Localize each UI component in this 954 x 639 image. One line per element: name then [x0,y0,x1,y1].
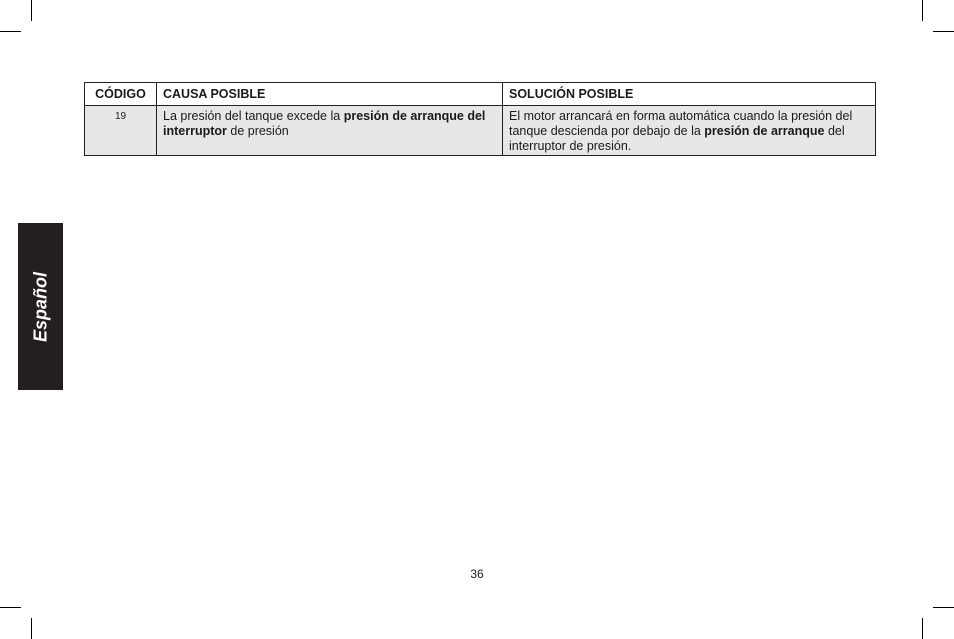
crop-mark [922,0,923,21]
crop-mark [31,0,32,21]
language-label: Español [30,271,50,342]
cause-text: La presión del tanque excede la [163,109,344,123]
solution-text-end: del interruptor de presión. [509,124,845,153]
crop-mark [0,31,21,32]
table-header-row [85,83,876,106]
cause-text-end: de presión [226,124,289,138]
crop-mark [922,618,923,639]
header-solution: SOLUCIÓN POSIBLE [503,83,876,106]
language-side-tab [18,223,63,390]
crop-mark [31,618,32,639]
cause-bold-text: presión de arranque del interruptor [163,109,486,138]
cause-cell [157,106,503,156]
solution-text: El motor arrancará en forma automática cuando la presión del tanque descienda por debajo de la [509,109,853,138]
page-number: 36 [470,567,484,581]
solution-cell [503,106,876,156]
crop-mark [933,31,954,32]
table-row [85,106,876,156]
header-code: CÓDIGO [85,83,157,106]
solution-bold-text: presión de arranque [704,124,825,138]
code-cell: 19 [85,106,157,156]
crop-mark [933,607,954,608]
header-cause: CAUSA POSIBLE [157,83,503,106]
troubleshooting-table [84,82,876,156]
crop-mark [0,607,21,608]
